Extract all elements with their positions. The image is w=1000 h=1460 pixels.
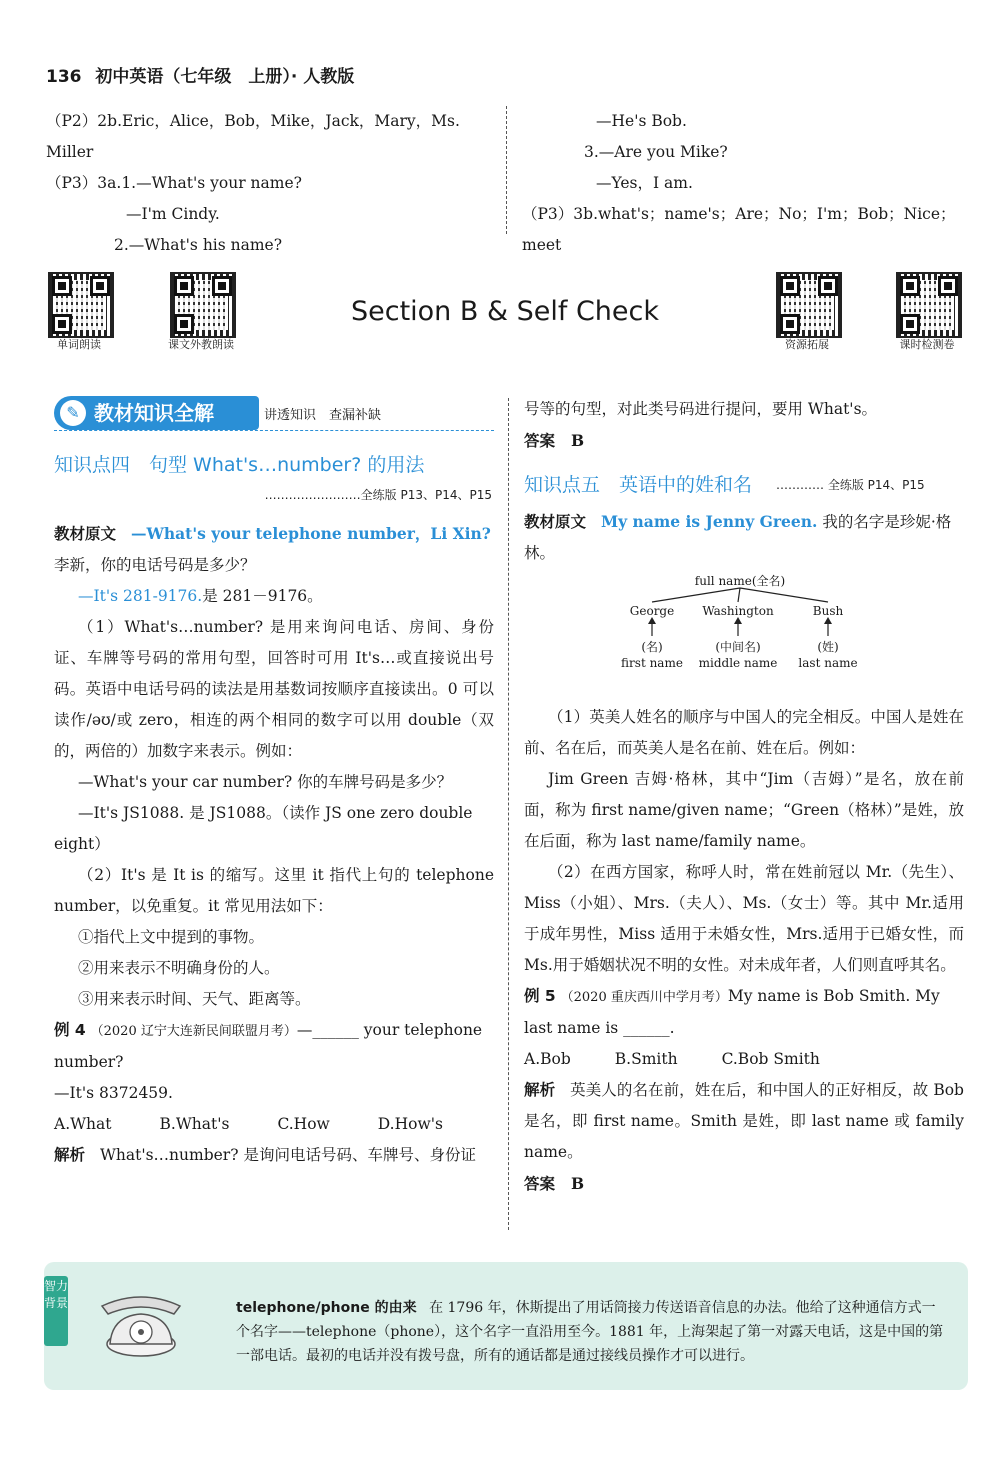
answers-right xyxy=(522,106,982,261)
example-label: 例 5 xyxy=(524,987,556,1005)
point4-title: 知识点四 句型 What's…number? 的用法 xyxy=(54,454,425,476)
orig-text-en: —What's your telephone number，Li Xin? xyxy=(130,524,491,543)
qr-caption: 课文外教朗读 xyxy=(168,338,234,351)
book-icon: ✎ xyxy=(60,400,86,426)
diagram-role: (名) xyxy=(641,640,663,654)
point5-title: 知识点五 英语中的姓和名 xyxy=(524,474,753,496)
answer-line: —Yes，I am. xyxy=(596,174,693,192)
answer-value: B xyxy=(571,1174,585,1193)
diagram-label: first name xyxy=(621,656,683,670)
banner-subtitle: 讲透知识 查漏补缺 xyxy=(264,408,382,423)
example-line: —It's JS1088. 是 JS1088。（读作 JS one zero double eight） xyxy=(54,804,473,853)
page-number: 136 xyxy=(46,67,82,87)
example-question: My name is Bob Smith. My last name is ______. xyxy=(524,987,940,1037)
paragraph: Jim Green 吉姆·格林，其中“Jim（吉姆）”是名，放在前面，称为 first name/given name；“Green（格林）”是姓，放在后面，称为 last name/family name。 xyxy=(524,770,964,850)
qr-caption: 资源拓展 xyxy=(785,338,829,351)
usage-item: ①指代上文中提到的事物。 xyxy=(78,928,265,946)
answer-line: —I'm Cindy. xyxy=(126,205,220,223)
diagram-role: (姓) xyxy=(817,640,839,654)
diagram-node: George xyxy=(629,604,675,618)
orig-text-cn: 我的名字是珍妮·格林。 xyxy=(524,513,952,562)
paragraph: （2）It's 是 It is 的缩写。这里 it 指代上句的 telephone number，以免重复。it 常见用法如下： xyxy=(54,866,494,915)
paragraph: （2）在西方国家，称呼人时，常在姓前冠以 Mr.（先生）、Miss（小姐）、Mrs.（夫人）、Ms.（女士）等。其中 Mr.适用于成年男性，Miss 适用于未婚女性，Mrs.适用于已婚女性，而 Ms.用于婚姻状况不明的女性。对未成年者，人们则直呼其名。 xyxy=(524,863,964,974)
answer-value: B xyxy=(571,431,585,450)
option: C.How xyxy=(277,1115,330,1133)
example-answer-line: —It's 8372459. xyxy=(54,1084,173,1102)
usage-item: ③用来表示时间、天气、距离等。 xyxy=(78,990,311,1008)
analysis-label: 解析 xyxy=(54,1146,86,1164)
name-diagram xyxy=(600,570,880,675)
answer-label: 答案 xyxy=(524,1175,556,1193)
footer-title: telephone/phone 的由来 xyxy=(236,1300,417,1316)
diagram-label: last name xyxy=(798,656,858,670)
usage-item: ②用来表示不明确身份的人。 xyxy=(78,959,280,977)
knowledge-banner xyxy=(54,396,259,430)
continued-text: 号等的句型，对此类号码进行提问，要用 What's。 xyxy=(524,400,878,418)
left-body xyxy=(54,518,494,1171)
answer-line: （P3）3a.1.—What's your name? xyxy=(46,174,302,192)
footer-tag: 智力背景 xyxy=(44,1276,68,1346)
analysis-text: What's…number? 是询问电话号码、车牌号、身份证 xyxy=(99,1146,476,1164)
options-row xyxy=(524,1044,964,1075)
orig-text-cn: 李新，你的电话号码是多少？ xyxy=(54,556,256,574)
orig-label: 教材原文 xyxy=(54,525,117,543)
qr-code-icon[interactable] xyxy=(170,272,236,338)
telephone-icon xyxy=(96,1286,186,1360)
diagram-node: Bush xyxy=(812,604,844,618)
book-title: 初中英语（七年级 上册）· 人教版 xyxy=(95,67,355,87)
example-source: （2020 重庆西川中学月考） xyxy=(560,990,728,1005)
qr-code-icon[interactable] xyxy=(896,272,962,338)
options-row xyxy=(54,1109,494,1140)
paragraph: （1）英美人姓名的顺序与中国人的完全相反。中国人是姓在前、名在后，而英美人是名在前、姓在后。例如： xyxy=(524,708,964,757)
diagram-node: Washington xyxy=(702,604,774,618)
analysis-text: 英美人的名在前，姓在后，和中国人的正好相反，故 Bob 是名，即 first name。Smith 是姓，即 last name 或 family name。 xyxy=(524,1081,964,1161)
answer-line: —He's Bob. xyxy=(596,112,687,130)
example-label: 例 4 xyxy=(54,1021,86,1039)
page-header xyxy=(46,62,354,87)
section-heading: Section B & Self Check xyxy=(350,296,660,327)
qr-caption: 单词朗读 xyxy=(57,338,101,351)
diagram-label: middle name xyxy=(698,656,778,670)
option: A.What xyxy=(54,1115,112,1133)
option: B.What's xyxy=(159,1115,230,1133)
example-source: （2020 辽宁大连新民间联盟月考） xyxy=(90,1024,297,1039)
banner-rule xyxy=(54,430,494,431)
right-top xyxy=(524,394,964,457)
banner-title: 教材知识全解 xyxy=(94,401,214,425)
orig-reply-en: —It's 281-9176. xyxy=(78,587,203,605)
example-line: —What's your car number? 你的车牌号码是多少？ xyxy=(78,773,453,791)
option: D.How's xyxy=(377,1115,443,1133)
diagram-root: full name(全名) xyxy=(694,574,786,588)
answer-label: 答案 xyxy=(524,432,556,450)
footer-text-block xyxy=(236,1296,948,1368)
example-question: —______ your telephone number? xyxy=(54,1021,483,1071)
divider xyxy=(506,106,507,234)
option: A.Bob xyxy=(524,1050,571,1068)
answer-line: 3.—Are you Mike? xyxy=(584,143,728,161)
orig-label: 教材原文 xyxy=(524,513,587,531)
qr-code-icon[interactable] xyxy=(776,272,842,338)
answers-left xyxy=(46,106,506,261)
orig5 xyxy=(524,506,964,569)
answer-line: 2.—What's his name? xyxy=(114,236,283,254)
paragraph: （1）What's…number? 是用来询问电话、房间、身份证、车牌等号码的常用句型，回答时可用 It's…或直接说出号码。英语中电话号码的读法是用基数词按顺序直接读出。0 可以读作/əʊ/或 zero，相连的两个相同的数字可以用 double（双的，两倍的）加数字来表示。例如： xyxy=(54,618,494,760)
option: C.Bob Smith xyxy=(721,1050,820,1068)
analysis-label: 解析 xyxy=(524,1081,556,1099)
qr-caption: 课时检测卷 xyxy=(899,338,955,351)
diagram-role: (中间名) xyxy=(715,640,761,654)
orig-reply-cn: 是 281－9176。 xyxy=(202,587,323,605)
point4-ref: ……………………全练版 P13、P14、P15 xyxy=(264,488,492,502)
answer-line: （P2）2b.Eric，Alice，Bob，Mike，Jack，Mary，Ms. Miller xyxy=(46,112,460,161)
footer-text: 在 1796 年，休斯提出了用话筒接力传送语音信息的办法。他给了这种通信方式一个名字——telephone（phone），这个名字一直沿用至今。1881 年，上海架起了第一对露天电话，这是中国的第一部电话。最初的电话并没有拨号盘，所有的通话都是通过接线员操作才可以进行。 xyxy=(236,1300,944,1364)
orig-text-en: My name is Jenny Green. xyxy=(600,512,818,531)
point5-ref: ………… 全练版 P14、P15 xyxy=(776,478,925,492)
column-divider xyxy=(508,398,509,1230)
answer-line: （P3）3b.what's；name's；Are；No；I'm；Bob；Nice；meet xyxy=(522,205,956,254)
right-body xyxy=(524,702,964,1200)
option: B.Smith xyxy=(614,1050,678,1068)
qr-code-icon[interactable] xyxy=(48,272,114,338)
